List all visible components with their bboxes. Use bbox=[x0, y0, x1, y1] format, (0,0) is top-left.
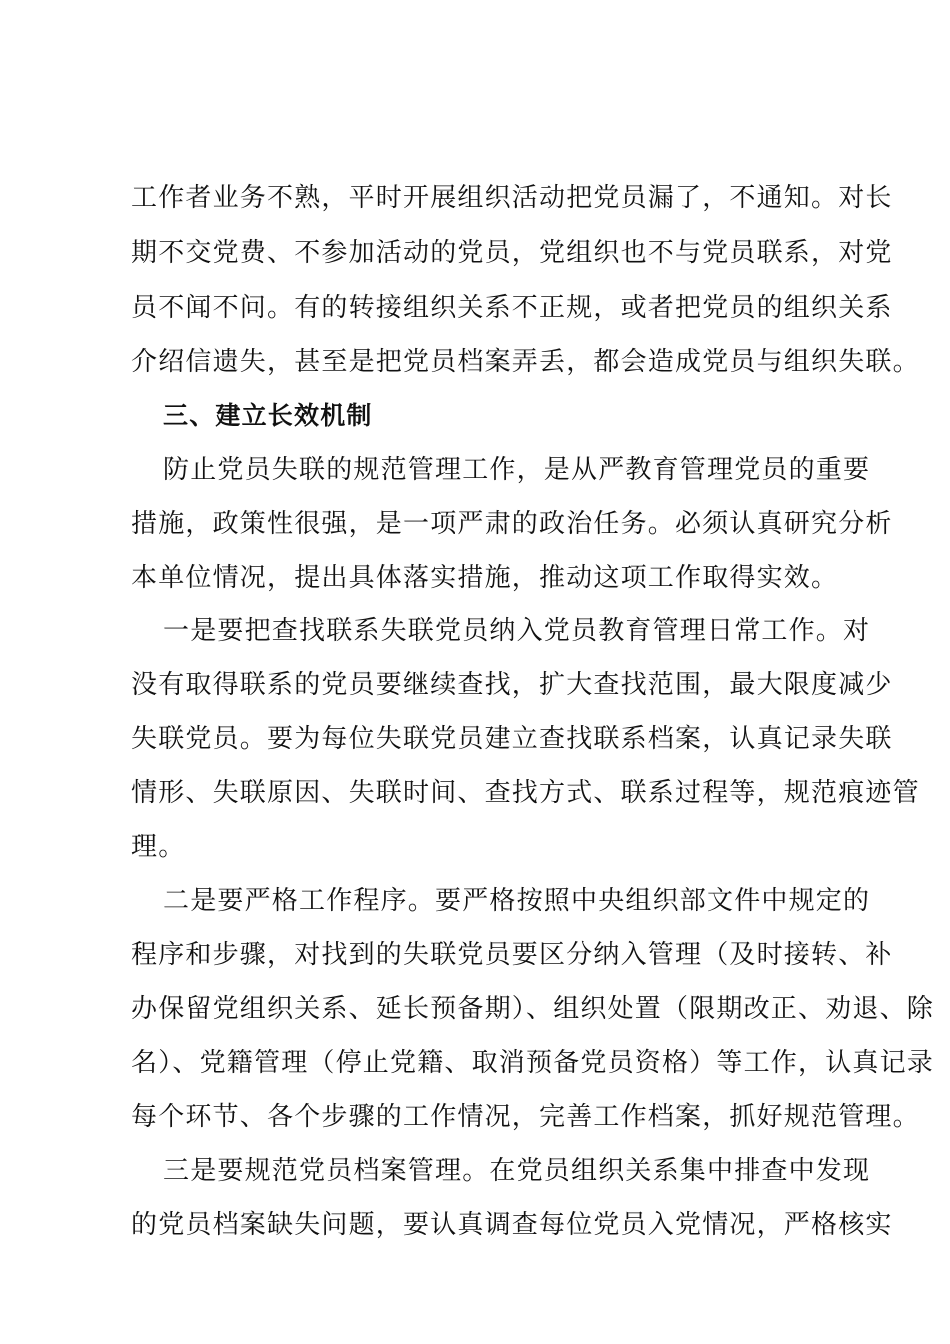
text-line: 工作者业务不熟，平时开展组织活动把党员漏了，不通知。对长 bbox=[131, 183, 893, 213]
text-line: 本单位情况，提出具体落实措施，推动这项工作取得实效。 bbox=[131, 563, 839, 593]
text-line: 一是要把查找联系失联党员纳入党员教育管理日常工作。对 bbox=[163, 616, 871, 646]
section-heading: 三、建立长效机制 bbox=[163, 401, 373, 430]
text-line: 的党员档案缺失问题，要认真调查每位党员入党情况，严格核实 bbox=[131, 1210, 893, 1240]
text-line: 措施，政策性很强，是一项严肃的政治任务。必须认真研究分析 bbox=[131, 509, 893, 539]
text-line: 办保留党组织关系、延长预备期）、组织处置（限期改正、劝退、除 bbox=[131, 994, 935, 1024]
text-line: 三是要规范党员档案管理。在党员组织关系集中排查中发现 bbox=[163, 1156, 871, 1186]
text-line: 员不闻不问。有的转接组织关系不正规，或者把党员的组织关系 bbox=[131, 293, 893, 323]
text-line: 理。 bbox=[131, 832, 186, 862]
text-line: 情形、失联原因、失联时间、查找方式、联系过程等，规范痕迹管 bbox=[131, 778, 920, 808]
text-line: 没有取得联系的党员要继续查找，扩大查找范围，最大限度减少 bbox=[131, 670, 893, 700]
text-line: 二是要严格工作程序。要严格按照中央组织部文件中规定的 bbox=[163, 886, 871, 916]
text-line: 名）、党籍管理（停止党籍、取消预备党员资格）等工作，认真记录 bbox=[131, 1048, 935, 1078]
text-line: 期不交党费、不参加活动的党员，党组织也不与党员联系，对党 bbox=[131, 238, 893, 268]
text-line: 每个环节、各个步骤的工作情况，完善工作档案，抓好规范管理。 bbox=[131, 1102, 920, 1132]
text-line: 程序和步骤，对找到的失联党员要区分纳入管理（及时接转、补 bbox=[131, 940, 893, 970]
text-line: 防止党员失联的规范管理工作，是从严教育管理党员的重要 bbox=[163, 455, 871, 485]
text-line: 失联党员。要为每位失联党员建立查找联系档案，认真记录失联 bbox=[131, 724, 893, 754]
text-line: 介绍信遗失，甚至是把党员档案弄丢，都会造成党员与组织失联。 bbox=[131, 347, 920, 377]
